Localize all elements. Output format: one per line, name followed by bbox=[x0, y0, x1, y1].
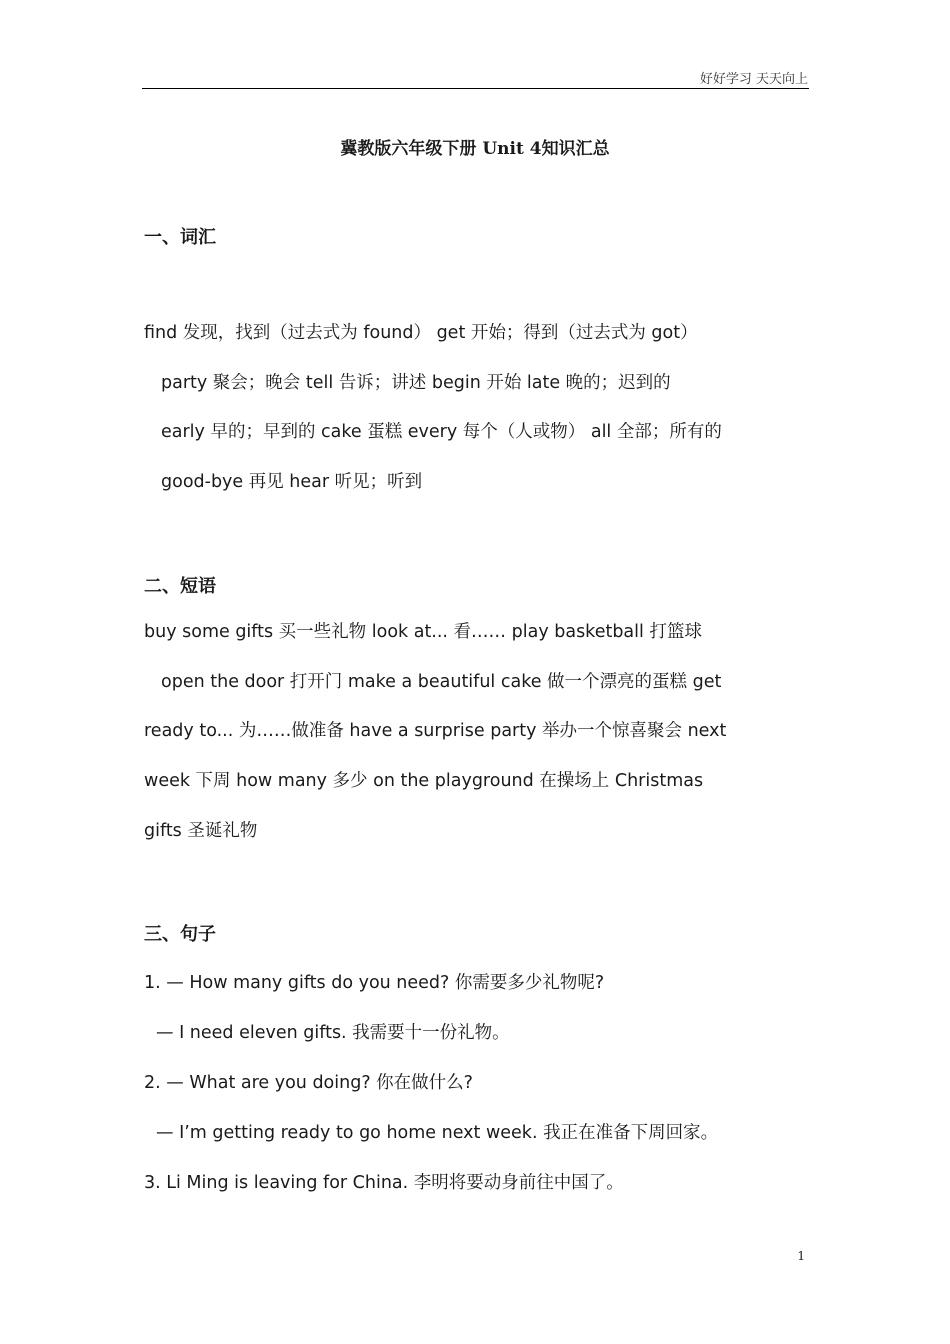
phrases-list bbox=[144, 608, 806, 857]
sentence-line: 2. — What are you doing? 你在做什么? bbox=[144, 1073, 473, 1093]
phrase-line: buy some gifts 买一些礼物 look at... 看…… play basketball 打篮球 bbox=[144, 622, 702, 642]
phrase-line: week 下周 how many 多少 on the playground 在操场上 Christmas bbox=[144, 771, 704, 792]
header-slogan: 好好学习 天天向上 bbox=[699, 72, 808, 87]
phrase-line: ready to... 为……做准备 have a surprise party 举办一个惊喜聚会 next bbox=[144, 721, 727, 742]
document-title: 冀教版六年级下册 Unit 4知识汇总 bbox=[340, 139, 610, 159]
phrases-heading: 二、短语 bbox=[144, 576, 216, 597]
sentence-line: — I’m getting ready to go home next week. 我正在准备下周回家。 bbox=[156, 1123, 719, 1143]
phrase-line: open the door 打开门 make a beautiful cake 做一个漂亮的蛋糕 get bbox=[161, 671, 722, 692]
vocabulary-heading: 一、词汇 bbox=[144, 227, 216, 248]
vocabulary-line: find 发现，找到（过去式为 found） get 开始；得到（过去式为 got） bbox=[144, 323, 698, 343]
page-number: 1 bbox=[797, 1249, 805, 1263]
sentence-line: 1. — How many gifts do you need? 你需要多少礼物呢? bbox=[144, 973, 605, 993]
vocabulary-line: early 早的；早到的 cake 蛋糕 every 每个（人或物） all 全部；所有的 bbox=[161, 422, 722, 443]
vocabulary-line: party 聚会；晚会 tell 告诉；讲述 begin 开始 late 晚的；迟到的 bbox=[161, 372, 671, 393]
phrase-line: gifts 圣诞礼物 bbox=[144, 820, 258, 841]
vocabulary-line: good-bye 再见 hear 听见；听到 bbox=[161, 472, 423, 493]
sentence-line: — I need eleven gifts. 我需要十一份礼物。 bbox=[156, 1023, 510, 1043]
vocabulary-list bbox=[144, 309, 806, 508]
header-divider bbox=[142, 88, 809, 89]
sentences-heading: 三、句子 bbox=[144, 924, 216, 945]
sentence-line: 3. Li Ming is leaving for China. 李明将要动身前往中国了。 bbox=[144, 1173, 624, 1193]
